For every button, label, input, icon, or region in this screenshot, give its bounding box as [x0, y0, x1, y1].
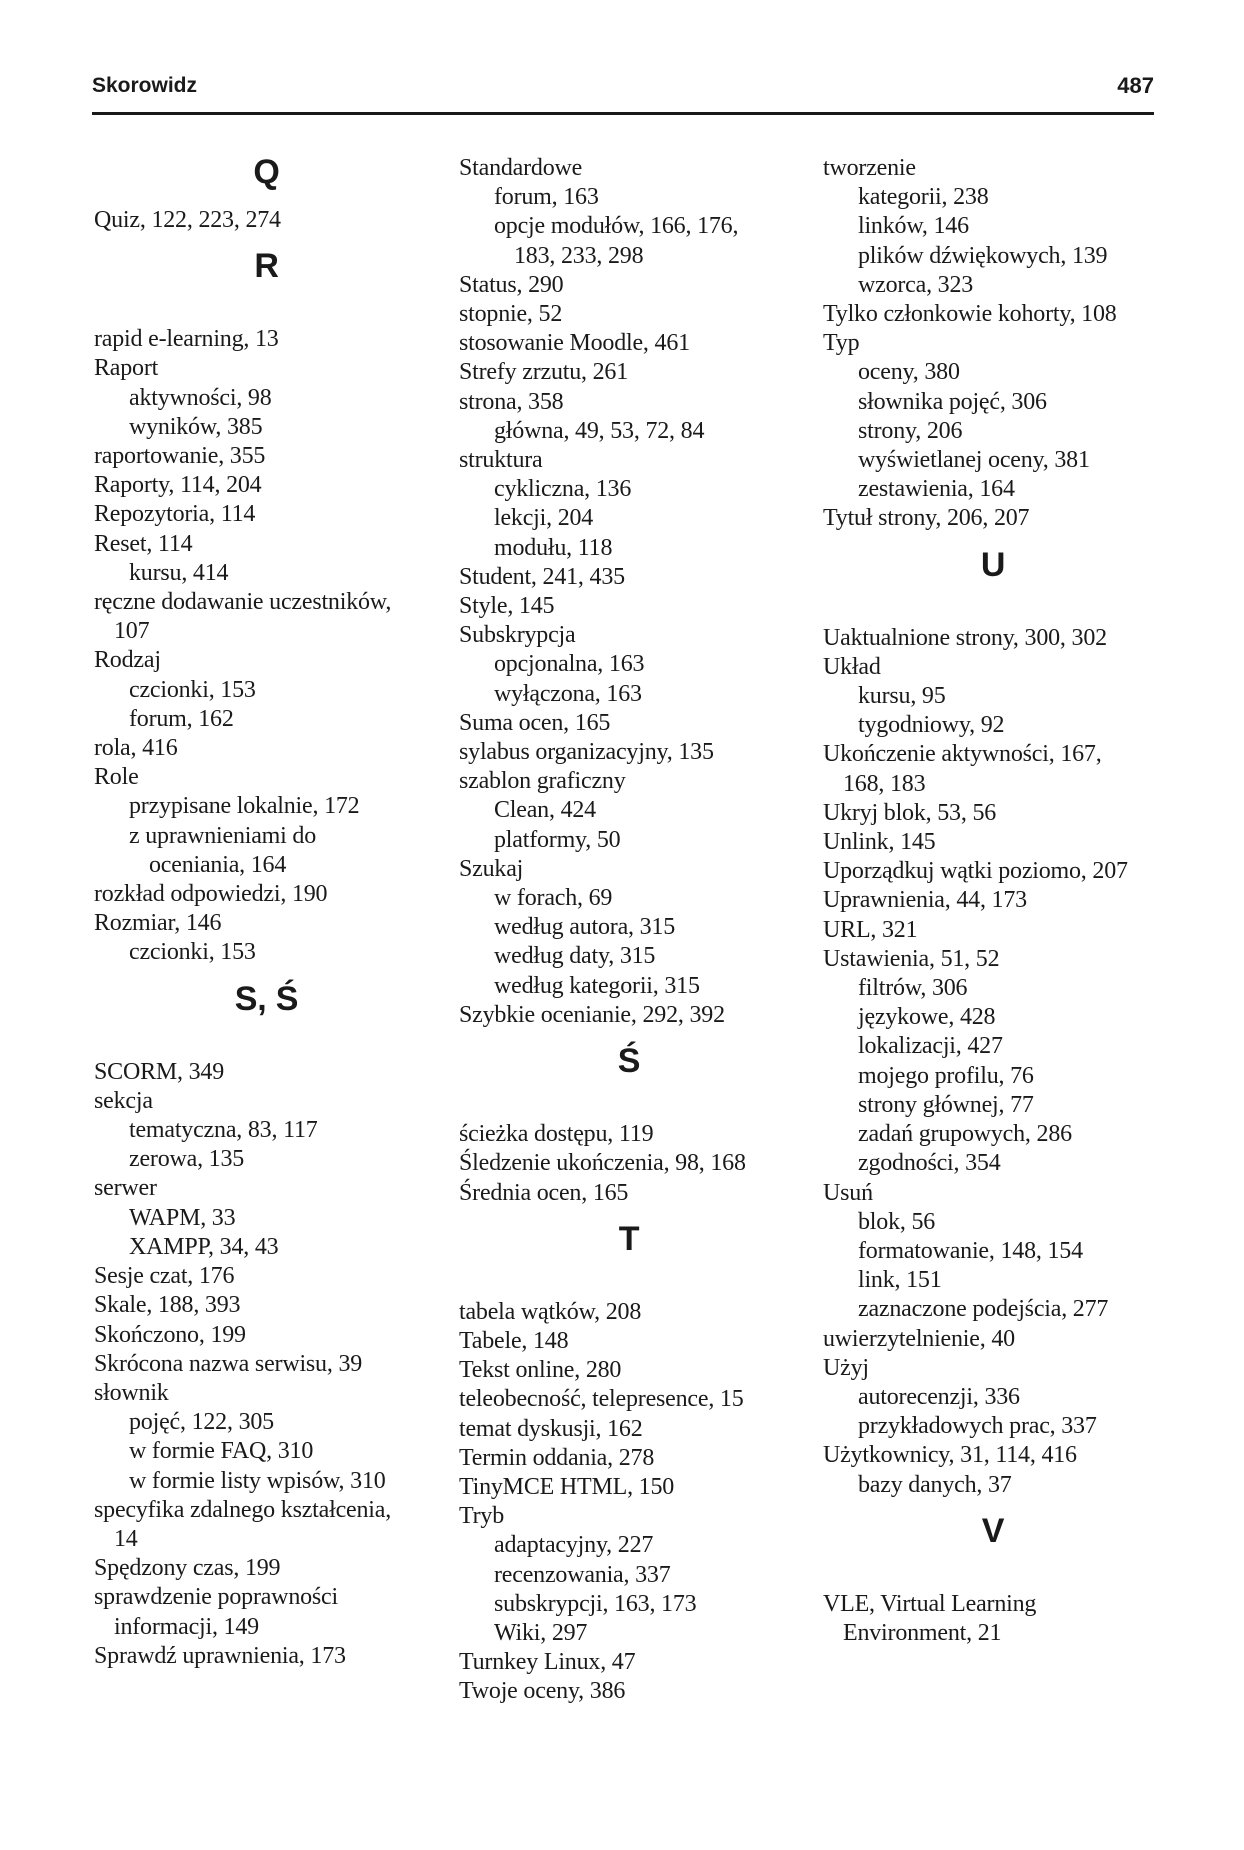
index-entry: Szybkie ocenianie, 292, 392 — [459, 1001, 725, 1028]
index-entry: szablon graficzny — [459, 768, 626, 795]
index-entry: Strefy zrzutu, 261 — [459, 359, 629, 386]
index-subentry: kursu, 95 — [858, 683, 946, 710]
index-entry: Sprawdź uprawnienia, 173 — [94, 1642, 346, 1669]
index-subentry: zadań grupowych, 286 — [858, 1121, 1072, 1148]
index-subentry: XAMPP, 34, 43 — [129, 1233, 279, 1260]
index-entry: Użyj — [823, 1354, 869, 1381]
index-subentry: słownika pojęć, 306 — [858, 388, 1047, 415]
index-subentry: lekcji, 204 — [494, 505, 594, 532]
index-subentry: Clean, 424 — [494, 797, 596, 824]
index-subentry: filtrów, 306 — [858, 975, 968, 1002]
index-subentry: forum, 163 — [494, 184, 599, 211]
index-entry: Uprawnienia, 44, 173 — [823, 887, 1027, 914]
index-subentry: w forach, 69 — [494, 885, 613, 912]
index-entry-continuation: 14 — [114, 1525, 138, 1552]
index-entry: Raport — [94, 355, 159, 382]
letter-heading: R — [254, 247, 279, 286]
letter-heading: S, Ś — [234, 979, 299, 1018]
index-entry: Reset, 114 — [94, 530, 193, 557]
index-subentry: blok, 56 — [858, 1208, 936, 1235]
index-entry: Uporządkuj wątki poziomo, 207 — [823, 858, 1128, 885]
index-entry: Skończono, 199 — [94, 1321, 246, 1348]
index-entry: VLE, Virtual Learning — [823, 1590, 1037, 1617]
index-subentry: Wiki, 297 — [494, 1619, 588, 1646]
index-entry: Rodzaj — [94, 647, 161, 674]
index-subentry: wyłączona, 163 — [494, 680, 642, 707]
index-column-3 — [823, 154, 1163, 1648]
index-entry: Spędzony czas, 199 — [94, 1555, 281, 1582]
index-subentry: pojęć, 122, 305 — [129, 1409, 274, 1436]
index-entry: Unlink, 145 — [823, 829, 936, 856]
index-subentry: 183, 233, 298 — [514, 242, 644, 269]
index-subentry: lokalizacji, 427 — [858, 1033, 1003, 1060]
index-subentry: cykliczna, 136 — [494, 476, 632, 503]
index-entry: URL, 321 — [823, 916, 918, 943]
index-subentry: czcionki, 153 — [129, 939, 256, 966]
index-subentry: wyświetlanej oceny, 381 — [858, 447, 1090, 474]
index-subentry: główna, 49, 53, 72, 84 — [494, 417, 705, 444]
index-subentry: według daty, 315 — [494, 943, 656, 970]
index-subentry: wyników, 385 — [129, 413, 263, 440]
index-subentry: recenzowania, 337 — [494, 1561, 671, 1588]
index-entry: Subskrypcja — [459, 622, 576, 649]
index-subentry: według autora, 315 — [494, 914, 676, 941]
index-subentry: autorecenzji, 336 — [858, 1383, 1020, 1410]
index-subentry: forum, 162 — [129, 705, 234, 732]
index-entry: sylabus organizacyjny, 135 — [459, 739, 714, 766]
index-entry-continuation: informacji, 149 — [114, 1613, 259, 1640]
index-entry: raportowanie, 355 — [94, 443, 266, 470]
index-entry: Skale, 188, 393 — [94, 1292, 241, 1319]
letter-heading: V — [981, 1511, 1005, 1550]
index-entry: tworzenie — [823, 155, 916, 181]
index-entry: słownik — [94, 1379, 169, 1406]
index-subentry: oceny, 380 — [858, 359, 960, 386]
index-entry: Szukaj — [459, 855, 524, 882]
index-entry: specyfika zdalnego kształcenia, — [94, 1496, 391, 1523]
index-entry: Termin oddania, 278 — [459, 1444, 655, 1471]
index-entry: SCORM, 349 — [94, 1058, 225, 1085]
index-entry: Turnkey Linux, 47 — [459, 1649, 636, 1676]
index-subentry: kursu, 414 — [129, 559, 229, 586]
index-entry: Usuń — [823, 1179, 873, 1206]
index-entry: Średnia ocen, 165 — [459, 1179, 629, 1206]
running-title: Skorowidz — [92, 74, 198, 97]
index-entry: Repozytoria, 114 — [94, 501, 256, 528]
index-entry: Tabele, 148 — [459, 1327, 569, 1354]
index-subentry: czcionki, 153 — [129, 676, 256, 703]
index-entry: rozkład odpowiedzi, 190 — [94, 881, 328, 908]
index-entry: strona, 358 — [459, 388, 564, 415]
index-entry: sekcja — [94, 1087, 153, 1114]
index-entry: struktura — [459, 447, 543, 474]
index-subentry: WAPM, 33 — [129, 1204, 236, 1231]
index-subentry: strony głównej, 77 — [858, 1091, 1034, 1118]
index-entry: uwierzytelnienie, 40 — [823, 1325, 1015, 1352]
index-subentry: subskrypcji, 163, 173 — [494, 1590, 697, 1617]
index-entry: Układ — [823, 653, 881, 680]
index-entry: Raporty, 114, 204 — [94, 472, 262, 499]
index-subentry: aktywności, 98 — [129, 384, 272, 411]
index-entry: Typ — [823, 330, 860, 357]
index-subentry: kategorii, 238 — [858, 184, 989, 211]
index-column-2 — [459, 154, 799, 1707]
index-entry: Śledzenie ukończenia, 98, 168 — [459, 1150, 746, 1177]
index-entry: teleobecność, telepresence, 15 — [459, 1386, 744, 1413]
index-subentry: mojego profilu, 76 — [858, 1062, 1034, 1089]
index-subentry: formatowanie, 148, 154 — [858, 1237, 1083, 1264]
index-subentry: w formie FAQ, 310 — [129, 1438, 314, 1465]
index-entry: Ustawienia, 51, 52 — [823, 945, 1000, 972]
index-entry: rapid e-learning, 13 — [94, 326, 279, 353]
index-entry: Twoje oceny, 386 — [459, 1678, 626, 1705]
index-entry: stosowanie Moodle, 461 — [459, 330, 690, 357]
index-entry: Status, 290 — [459, 271, 564, 298]
index-subentry: opcje modułów, 166, 176, — [494, 213, 739, 240]
index-entry: Role — [94, 764, 139, 791]
index-entry: Rozmiar, 146 — [94, 910, 222, 937]
index-entry: Skrócona nazwa serwisu, 39 — [94, 1350, 363, 1377]
index-entry: Tekst online, 280 — [459, 1357, 622, 1384]
letter-heading: U — [980, 545, 1006, 584]
index-subentry: przypisane lokalnie, 172 — [129, 793, 360, 820]
index-entry: Student, 241, 435 — [459, 563, 625, 590]
index-entry-continuation: Environment, 21 — [843, 1619, 1002, 1646]
index-entry: Ukryj blok, 53, 56 — [823, 799, 997, 826]
index-entry: temat dyskusji, 162 — [459, 1415, 643, 1442]
index-subentry: przykładowych prac, 337 — [858, 1413, 1097, 1440]
index-subentry: platformy, 50 — [494, 826, 621, 853]
index-entry: Tylko członkowie kohorty, 108 — [823, 301, 1117, 328]
index-subentry: zgodności, 354 — [858, 1150, 1001, 1177]
page-header — [92, 68, 1154, 115]
index-entry: TinyMCE HTML, 150 — [459, 1473, 675, 1500]
index-subentry: z uprawnieniami do — [129, 822, 317, 849]
index-subentry: zaznaczone podejścia, 277 — [858, 1296, 1109, 1323]
index-entry: Sesje czat, 176 — [94, 1263, 235, 1290]
index-subentry: linków, 146 — [858, 213, 969, 240]
index-entry-continuation: 168, 183 — [843, 770, 926, 797]
index-subentry: tygodniowy, 92 — [858, 712, 1005, 739]
page-number: 487 — [1117, 73, 1154, 98]
index-entry: ścieżka dostępu, 119 — [459, 1121, 654, 1148]
index-subentry: językowe, 428 — [858, 1004, 996, 1031]
index-subentry: oceniania, 164 — [149, 851, 287, 878]
index-entry: Tryb — [459, 1503, 505, 1530]
index-entry: rola, 416 — [94, 735, 178, 762]
index-entry: Suma ocen, 165 — [459, 709, 611, 736]
index-subentry: bazy danych, 37 — [858, 1471, 1012, 1498]
index-entry-continuation: 107 — [114, 618, 150, 645]
index-entry: Quiz, 122, 223, 274 — [94, 207, 281, 233]
index-subentry: wzorca, 323 — [858, 271, 974, 298]
index-column-1 — [94, 154, 439, 1671]
index-subentry: modułu, 118 — [494, 534, 613, 561]
index-subentry: tematyczna, 83, 117 — [129, 1117, 318, 1144]
index-entry: Style, 145 — [459, 593, 555, 620]
index-subentry: zestawienia, 164 — [858, 476, 1015, 503]
index-entry: ręczne dodawanie uczestników, — [94, 589, 392, 616]
letter-heading: Q — [253, 153, 280, 191]
index-entry: Użytkownicy, 31, 114, 416 — [823, 1442, 1077, 1469]
index-subentry: zerowa, 135 — [129, 1146, 245, 1173]
index-subentry: adaptacyjny, 227 — [494, 1532, 654, 1559]
letter-heading: T — [618, 1219, 640, 1258]
index-entry: stopnie, 52 — [459, 301, 563, 328]
index-subentry: plików dźwiękowych, 139 — [858, 242, 1108, 269]
index-entry: sprawdzenie poprawności — [94, 1584, 338, 1611]
letter-heading: Ś — [617, 1042, 641, 1081]
index-subentry: link, 151 — [858, 1267, 942, 1294]
index-entry: Ukończenie aktywności, 167, — [823, 741, 1102, 768]
index-entry: Tytuł strony, 206, 207 — [823, 505, 1030, 532]
index-entry: Uaktualnione strony, 300, 302 — [823, 624, 1107, 651]
index-entry: tabela wątków, 208 — [459, 1298, 642, 1325]
index-entry: Standardowe — [459, 155, 583, 181]
index-subentry: według kategorii, 315 — [494, 972, 700, 999]
index-subentry: strony, 206 — [858, 417, 963, 444]
index-subentry: opcjonalna, 163 — [494, 651, 645, 678]
index-entry: serwer — [94, 1175, 157, 1202]
index-subentry: w formie listy wpisów, 310 — [129, 1467, 386, 1494]
